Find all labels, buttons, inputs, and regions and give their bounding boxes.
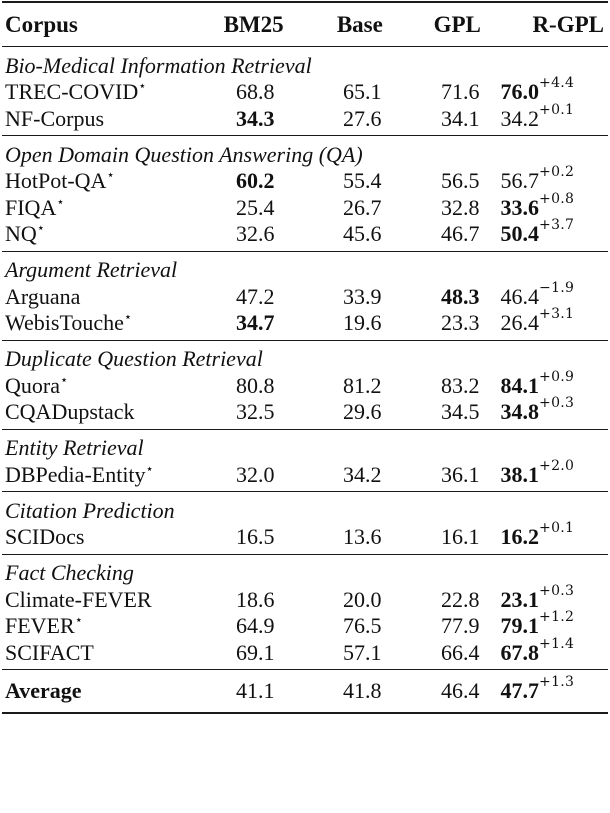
table-section: [2, 47, 608, 136]
corpus-name: [2, 168, 208, 194]
rgpl-delta: +0.2: [539, 164, 575, 181]
corpus-label: FEVER: [5, 613, 75, 639]
cell-rgpl: [499, 520, 608, 550]
corpus-label: CQADupstack: [5, 399, 135, 425]
rgpl-value: 47.7: [500, 678, 540, 703]
rgpl-value: 38.1: [500, 461, 540, 487]
rgpl-value: 67.8: [500, 639, 540, 665]
rgpl-value: 76.0: [500, 79, 540, 105]
cell-bm25: 32.5: [236, 399, 275, 425]
corpus-name: [2, 613, 208, 639]
corpus-name: [2, 640, 208, 666]
corpus-label: NF-Corpus: [5, 105, 105, 131]
cell-base: 20.0: [342, 586, 382, 612]
cell-bm25: 32.0: [236, 461, 275, 487]
cell-base: 81.2: [342, 372, 382, 398]
header-bm25: BM25: [223, 11, 284, 37]
cell-bm25: 64.9: [236, 613, 275, 639]
corpus-label: FIQA: [5, 194, 57, 220]
cell-rgpl: [499, 217, 608, 247]
corpus-name: [2, 79, 208, 105]
rgpl-value: 16.2: [500, 524, 540, 550]
rgpl-value: 23.1: [500, 586, 540, 612]
table-section: [2, 430, 608, 493]
corpus-name: [2, 399, 208, 425]
section-title: Fact Checking: [5, 560, 134, 585]
rgpl-delta: +3.7: [539, 217, 575, 234]
rgpl-value: 50.4: [500, 221, 540, 247]
cell-bm25: 69.1: [236, 639, 275, 665]
section-title: Entity Retrieval: [5, 435, 144, 460]
table-row: [2, 368, 608, 400]
cell-bm25: 47.2: [236, 283, 275, 309]
section-title: Argument Retrieval: [5, 257, 178, 282]
star-marker: ⋆: [59, 371, 69, 387]
rgpl-delta: +0.3: [539, 395, 575, 412]
rgpl-delta: +1.3: [539, 674, 575, 690]
table-section: [2, 136, 608, 252]
cell-gpl: 32.8: [440, 194, 480, 220]
cell-base: 76.5: [342, 613, 382, 639]
cell-gpl: 36.1: [440, 461, 480, 487]
corpus-label: Quora: [5, 372, 60, 398]
cell-bm25: 41.1: [236, 678, 275, 703]
rgpl-value: 34.8: [500, 399, 540, 425]
cell-rgpl: [499, 674, 608, 704]
table-header: [2, 3, 608, 47]
header-base: Base: [336, 11, 383, 37]
table-row: [2, 306, 608, 337]
cell-base: 33.9: [342, 283, 382, 309]
section-title: Duplicate Question Retrieval: [5, 346, 263, 371]
section-title: Bio-Medical Information Retrieval: [5, 52, 312, 78]
cell-base: 45.6: [342, 221, 382, 247]
cell-gpl: 77.9: [440, 613, 480, 639]
cell-bm25: 34.3: [236, 105, 275, 131]
corpus-name: [2, 524, 208, 550]
corpus-name: [2, 373, 208, 399]
header-gpl: GPL: [433, 11, 481, 37]
average-row: [2, 670, 608, 712]
section-title: Open Domain Question Answering (QA): [5, 141, 363, 167]
table-row: [2, 164, 608, 195]
results-table: [2, 1, 608, 714]
rgpl-value: 79.1: [500, 613, 540, 639]
star-marker: ⋆: [74, 612, 83, 628]
rgpl-value: 46.4: [500, 283, 540, 309]
star-marker: ⋆: [106, 167, 115, 183]
corpus-name: [2, 587, 208, 613]
cell-gpl: 23.3: [440, 310, 480, 336]
cell-base: 41.8: [342, 678, 382, 703]
table-row: [2, 582, 608, 614]
rgpl-delta: +1.4: [539, 635, 575, 652]
corpus-name: [2, 284, 208, 310]
corpus-name: [2, 106, 208, 132]
corpus-label: NQ: [5, 221, 37, 247]
cell-bm25: 32.6: [236, 221, 275, 247]
corpus-name: [2, 678, 208, 704]
rgpl-value: 56.7: [500, 168, 540, 194]
rgpl-delta: +0.1: [539, 101, 575, 118]
table-row: [2, 75, 608, 106]
cell-base: 27.6: [342, 105, 382, 131]
corpus-label: SCIFACT: [5, 639, 94, 665]
rgpl-value: 26.4: [500, 310, 540, 336]
table-row: [2, 635, 608, 667]
section-title: Citation Prediction: [5, 497, 175, 523]
cell-rgpl: [499, 306, 608, 336]
cell-gpl: 34.1: [440, 105, 480, 131]
table-section: [2, 555, 608, 671]
corpus-label: WebisTouche: [5, 310, 124, 336]
rgpl-delta: +0.9: [539, 368, 575, 385]
cell-rgpl: [499, 635, 608, 666]
table-section: [2, 341, 608, 430]
rgpl-delta: +3.1: [539, 306, 575, 323]
cell-gpl: 22.8: [440, 586, 480, 612]
rgpl-value: 34.2: [500, 105, 540, 131]
cell-gpl: 66.4: [440, 639, 480, 665]
star-marker: ⋆: [138, 78, 147, 94]
star-marker: ⋆: [123, 309, 133, 325]
header-corpus: Corpus: [5, 11, 78, 37]
cell-gpl: 83.2: [440, 372, 480, 398]
table-body: [2, 47, 608, 670]
cell-rgpl: [499, 395, 608, 425]
cell-bm25: 16.5: [236, 524, 275, 550]
rgpl-delta: +0.8: [539, 190, 575, 207]
table-row: [2, 395, 608, 426]
star-marker: ⋆: [56, 193, 65, 209]
rgpl-delta: −1.9: [539, 279, 575, 296]
cell-rgpl: [499, 101, 608, 132]
cell-base: 65.1: [342, 79, 382, 105]
cell-gpl: 16.1: [440, 524, 480, 550]
rgpl-delta: +2.0: [539, 457, 575, 474]
cell-base: 19.6: [342, 310, 382, 336]
rgpl-delta: +4.4: [539, 75, 575, 92]
cell-bm25: 68.8: [236, 79, 275, 105]
table-section: [2, 252, 608, 341]
table-row: [2, 520, 608, 551]
star-marker: ⋆: [36, 220, 45, 236]
cell-gpl: 46.4: [440, 678, 480, 703]
rgpl-value: 33.6: [500, 194, 540, 220]
table-row: [2, 101, 608, 133]
cell-rgpl: [499, 457, 608, 488]
cell-base: 57.1: [342, 639, 382, 665]
cell-base: 55.4: [342, 168, 382, 194]
corpus-label: Climate-FEVER: [5, 586, 152, 612]
table-row: [2, 217, 608, 248]
corpus-label: HotPot-QA: [5, 168, 107, 194]
cell-base: 26.7: [342, 194, 382, 220]
cell-base: 29.6: [342, 399, 382, 425]
corpus-label: DBPedia-Entity: [5, 461, 146, 487]
cell-gpl: 71.6: [440, 79, 480, 105]
cell-gpl: 46.7: [440, 221, 480, 247]
cell-bm25: 34.7: [236, 310, 275, 336]
table-row: [2, 190, 608, 222]
rgpl-value: 84.1: [500, 372, 540, 398]
cell-gpl: 56.5: [440, 168, 480, 194]
corpus-name: [2, 221, 208, 247]
table-row: [2, 457, 608, 489]
header-rgpl: R-GPL: [532, 11, 604, 37]
rgpl-delta: +0.3: [539, 582, 575, 599]
corpus-name: [2, 462, 208, 488]
rgpl-delta: +1.2: [539, 609, 575, 626]
cell-bm25: 80.8: [236, 372, 275, 398]
cell-bm25: 25.4: [236, 194, 275, 220]
corpus-label: SCIDocs: [5, 524, 85, 550]
table-row: [2, 279, 608, 311]
table-section: [2, 492, 608, 555]
corpus-label: Arguana: [5, 283, 81, 309]
cell-bm25: 60.2: [236, 168, 275, 194]
corpus-label: Average: [5, 678, 82, 703]
corpus-name: [2, 310, 208, 336]
star-marker: ⋆: [145, 460, 154, 476]
cell-gpl: 34.5: [440, 399, 480, 425]
cell-base: 34.2: [342, 461, 382, 487]
rgpl-delta: +0.1: [539, 520, 575, 537]
cell-gpl: 48.3: [440, 283, 480, 309]
cell-bm25: 18.6: [236, 586, 275, 612]
table-row: [2, 609, 608, 640]
cell-base: 13.6: [342, 524, 382, 550]
corpus-name: [2, 195, 208, 221]
corpus-label: TREC-COVID: [5, 79, 139, 105]
